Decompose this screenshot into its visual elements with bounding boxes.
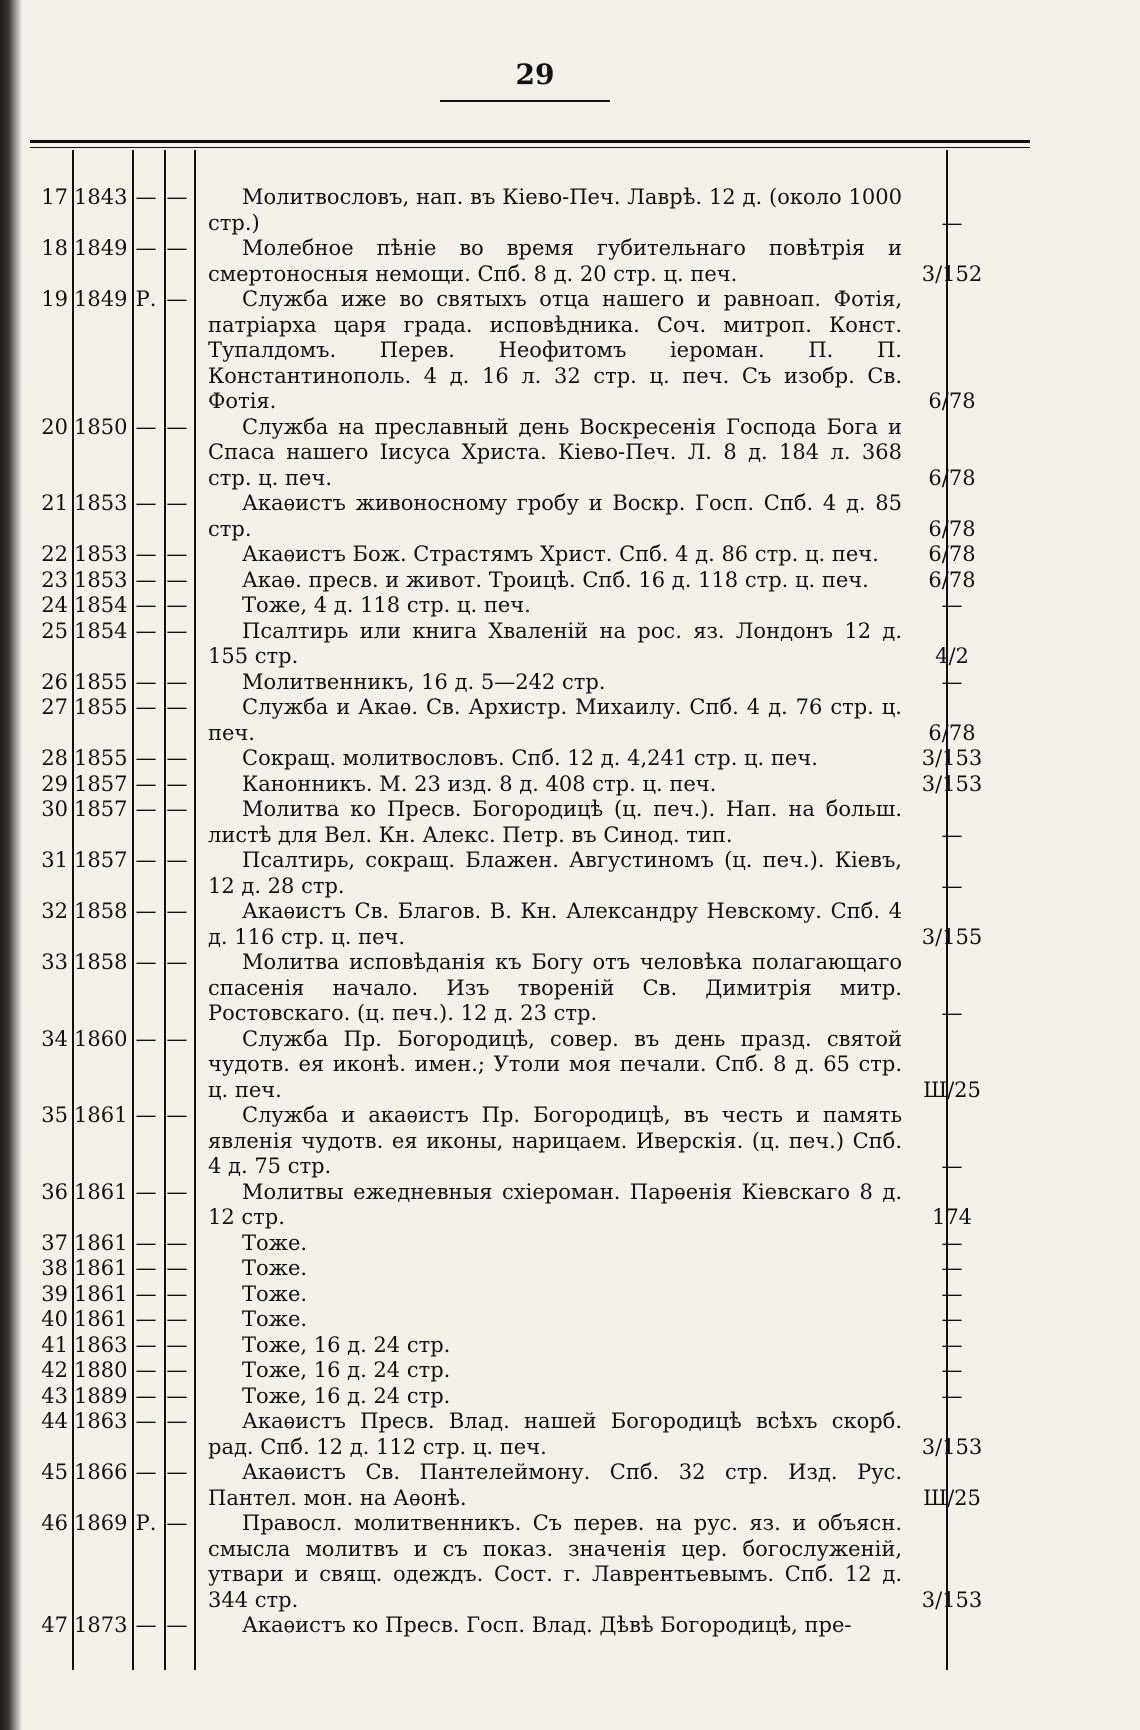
entry-mark: — bbox=[135, 1281, 157, 1306]
entry-mark-2: — bbox=[166, 899, 188, 923]
entry-year: 1861 bbox=[74, 1256, 128, 1280]
entry-title bbox=[192, 772, 902, 798]
entry-price: — bbox=[941, 1358, 963, 1382]
table-row bbox=[30, 1027, 1040, 1104]
entry-number: 19 bbox=[41, 287, 68, 311]
entry-title bbox=[192, 899, 902, 950]
entry-title bbox=[192, 1180, 902, 1231]
table-row bbox=[30, 848, 1040, 899]
entry-price: — bbox=[941, 1154, 963, 1178]
table-row bbox=[30, 772, 1040, 798]
table-row bbox=[30, 670, 1040, 696]
entry-mark: — bbox=[135, 1256, 157, 1280]
entry-title-text: Тоже, 16 д. 24 стр. bbox=[242, 1358, 451, 1382]
entry-mark-2: — bbox=[166, 542, 188, 566]
entry-number: 25 bbox=[41, 618, 68, 643]
entry-number: 32 bbox=[41, 899, 68, 923]
entry-price: 3/153 bbox=[921, 1587, 983, 1612]
entry-price: — bbox=[941, 822, 963, 847]
entry-title-text: Служба и акаѳистъ Пр. Богородицѣ, въ честь и память явленія чудотв. ея иконы, нарицаем. Иверскія. (ц. печ.) Спб. 4 д. 75 стр. bbox=[208, 1103, 902, 1178]
entry-title bbox=[192, 1613, 902, 1639]
entry-price: Ш/25 bbox=[923, 1485, 981, 1510]
entry-year: 1855 bbox=[74, 746, 128, 770]
entry-mark: — bbox=[135, 1358, 157, 1382]
entry-title-text: Акаѳистъ живоносному гробу и Воскр. Госп. Спб. 4 д. 85 стр. bbox=[208, 491, 902, 541]
entry-mark-2: — bbox=[166, 1307, 188, 1331]
entry-year: 1858 bbox=[74, 950, 128, 974]
entry-mark-2: — bbox=[166, 695, 188, 719]
entry-number: 36 bbox=[41, 1179, 68, 1204]
entry-year: 1855 bbox=[74, 669, 128, 694]
entry-price: — bbox=[941, 1001, 963, 1025]
entry-title bbox=[192, 236, 902, 287]
entry-number: 45 bbox=[41, 1460, 68, 1484]
entry-title-text: Псалтирь или книга Хваленій на рос. яз. Лондонъ 12 д. 155 стр. bbox=[208, 618, 902, 668]
entry-title bbox=[192, 1333, 902, 1359]
entry-mark-2: — bbox=[166, 1358, 188, 1382]
entry-title-text: Тоже, 16 д. 24 стр. bbox=[242, 1383, 451, 1408]
entry-mark: — bbox=[135, 771, 157, 796]
entry-mark: — bbox=[135, 1026, 157, 1051]
entry-mark-2: — bbox=[166, 593, 188, 617]
entry-number: 31 bbox=[41, 848, 68, 872]
table-row bbox=[30, 1358, 1040, 1384]
table-row bbox=[30, 899, 1040, 950]
entry-mark-2: — bbox=[166, 414, 188, 439]
entry-mark: — bbox=[135, 950, 157, 974]
entry-number: 40 bbox=[41, 1307, 68, 1331]
table-row bbox=[30, 1256, 1040, 1282]
entry-number: 21 bbox=[41, 491, 68, 515]
table-row bbox=[30, 1511, 1040, 1613]
entry-mark: — bbox=[135, 1383, 157, 1408]
entry-title bbox=[192, 1358, 902, 1384]
entry-title bbox=[192, 1511, 902, 1613]
entry-year: 1869 bbox=[74, 1511, 128, 1535]
entry-title-text: Молитва ко Пресв. Богородицѣ (ц. печ.). Нап. на больш. листѣ для Вел. Кн. Алекс. Петр. въ Синод. тип. bbox=[208, 797, 902, 847]
table-row bbox=[30, 1333, 1040, 1359]
entry-mark: — bbox=[135, 669, 157, 694]
entry-price: — bbox=[941, 669, 963, 694]
header-rule bbox=[30, 140, 1030, 143]
table-row bbox=[30, 1180, 1040, 1231]
entry-price: — bbox=[941, 873, 963, 898]
entry-price: 6/78 bbox=[928, 389, 976, 413]
table-row bbox=[30, 1613, 1040, 1639]
entry-title bbox=[192, 848, 902, 899]
entry-year: 1861 bbox=[74, 1230, 128, 1255]
entry-price: 6/78 bbox=[928, 516, 976, 541]
page-number-rule bbox=[440, 100, 610, 102]
entry-mark: — bbox=[135, 848, 157, 872]
entry-title bbox=[192, 1409, 902, 1460]
entry-title-text: Акаѳистъ Св. Благов. В. Кн. Александру Невскому. Спб. 4 д. 116 стр. ц. печ. bbox=[208, 899, 902, 949]
entry-title bbox=[192, 619, 902, 670]
entry-year: 1854 bbox=[74, 593, 128, 617]
entry-title-text: Молитвы ежедневныя схіероман. Парѳенія Кіевскаго 8 д. 12 стр. bbox=[208, 1179, 902, 1229]
entry-mark-2: — bbox=[166, 567, 188, 592]
entry-number: 38 bbox=[41, 1256, 68, 1280]
entry-title bbox=[192, 542, 902, 568]
entry-mark-2: — bbox=[166, 1409, 188, 1433]
entry-title-text: Акаѳ. пресв. и живот. Троицѣ. Спб. 16 д. 118 стр. ц. печ. bbox=[242, 567, 869, 592]
entry-number: 46 bbox=[41, 1511, 68, 1535]
entry-title-text: Тоже. bbox=[242, 1307, 308, 1331]
entry-year: 1849 bbox=[74, 287, 128, 311]
entry-year: 1861 bbox=[74, 1307, 128, 1331]
entry-price: 3/153 bbox=[921, 1434, 983, 1459]
entry-mark: — bbox=[135, 1460, 157, 1484]
entry-price: — bbox=[941, 1230, 963, 1255]
entry-price: 4/2 bbox=[935, 644, 969, 668]
entry-mark: — bbox=[135, 1409, 157, 1433]
entry-title bbox=[192, 415, 902, 492]
entry-price: 3/153 bbox=[921, 746, 983, 770]
entry-year: 1857 bbox=[74, 848, 128, 872]
entry-title bbox=[192, 1384, 902, 1410]
entry-mark: Р. bbox=[135, 287, 157, 311]
entry-number: 47 bbox=[41, 1613, 68, 1637]
entry-title bbox=[192, 1307, 902, 1333]
entry-number: 34 bbox=[41, 1026, 68, 1051]
entry-title-text: Акаѳистъ Пресв. Влад. нашей Богородицѣ всѣхъ скорб. рад. Спб. 12 д. 112 стр. ц. печ. bbox=[208, 1409, 902, 1459]
entry-year: 1849 bbox=[74, 236, 128, 260]
entry-number: 20 bbox=[41, 414, 68, 439]
entry-title-text: Молитвенникъ, 16 д. 5—242 стр. bbox=[242, 669, 606, 694]
entry-title-text: Молитва исповѣданія къ Богу отъ человѣка полагающаго спасенія начало. Изъ твореній Св. Димитрія митр. Ростовскаго. (ц. печ.). 12 д. 23 стр. bbox=[208, 950, 902, 1025]
table-row bbox=[30, 1307, 1040, 1333]
entry-mark: — bbox=[135, 1179, 157, 1204]
table-row bbox=[30, 1282, 1040, 1308]
table-row bbox=[30, 568, 1040, 594]
entry-mark: — bbox=[135, 491, 157, 515]
table-row bbox=[30, 236, 1040, 287]
table-row bbox=[30, 695, 1040, 746]
table-row bbox=[30, 746, 1040, 772]
table-row bbox=[30, 593, 1040, 619]
entry-year: 1889 bbox=[74, 1383, 128, 1408]
entry-number: 22 bbox=[41, 542, 68, 566]
entry-price: — bbox=[941, 210, 963, 235]
entry-year: 1857 bbox=[74, 771, 128, 796]
entry-title bbox=[192, 1103, 902, 1180]
entry-price: — bbox=[941, 1307, 963, 1331]
entry-number: 37 bbox=[41, 1230, 68, 1255]
table-row bbox=[30, 542, 1040, 568]
entry-title-text: Тоже, 16 д. 24 стр. bbox=[242, 1332, 451, 1357]
entry-title-text: Тоже. bbox=[242, 1281, 308, 1306]
table-row bbox=[30, 491, 1040, 542]
entry-mark: — bbox=[135, 1613, 157, 1637]
entry-year: 1873 bbox=[74, 1613, 128, 1637]
entry-number: 33 bbox=[41, 950, 68, 974]
entry-mark: — bbox=[135, 1103, 157, 1127]
catalog-table bbox=[30, 185, 1040, 1639]
entry-number: 26 bbox=[41, 669, 68, 694]
entry-mark: — bbox=[135, 185, 157, 209]
table-row bbox=[30, 797, 1040, 848]
entry-number: 17 bbox=[41, 185, 68, 209]
entry-number: 41 bbox=[41, 1332, 68, 1357]
entry-mark-2: — bbox=[166, 236, 188, 260]
entry-mark-2: — bbox=[166, 1281, 188, 1306]
entry-title bbox=[192, 695, 902, 746]
entry-mark: — bbox=[135, 1230, 157, 1255]
entry-mark: — bbox=[135, 414, 157, 439]
table-row bbox=[30, 1103, 1040, 1180]
entry-number: 24 bbox=[41, 593, 68, 617]
entry-mark: — bbox=[135, 236, 157, 260]
entry-year: 1863 bbox=[74, 1409, 128, 1433]
entry-title-text: Канонникъ. М. 23 изд. 8 д. 408 стр. ц. печ. bbox=[242, 771, 717, 796]
entry-number: 30 bbox=[41, 797, 68, 821]
entry-year: 1853 bbox=[74, 567, 128, 592]
entry-mark-2: — bbox=[166, 287, 188, 311]
entry-title-text: Служба и Акаѳ. Св. Архистр. Михаилу. Спб. 4 д. 76 стр. ц. печ. bbox=[208, 695, 902, 745]
entry-title-text: Тоже. bbox=[242, 1230, 308, 1255]
entry-price: 6/78 bbox=[928, 542, 976, 566]
entry-mark-2: — bbox=[166, 618, 188, 643]
entry-number: 18 bbox=[41, 236, 68, 260]
entry-mark: — bbox=[135, 797, 157, 821]
table-row bbox=[30, 619, 1040, 670]
entry-title bbox=[192, 950, 902, 1027]
entry-title-text: Молебное пѣніе во время губительнаго повѣтрія и смертоносныя немощи. Спб. 8 д. 20 стр. ц. печ. bbox=[208, 236, 902, 286]
entry-year: 1880 bbox=[74, 1358, 128, 1382]
entry-mark: — bbox=[135, 542, 157, 566]
entry-title-text: Служба иже во святыхъ отца нашего и равноап. Фотія, патріарха царя града. исповѣдника. Соч. митроп. Конст. Тупалдомъ. Перев. Неофитомъ іероман. П. П. Константинополь. 4 д. 16 л. 32 стр. ц. печ. Съ изобр. Св. Фотія. bbox=[208, 287, 902, 413]
entry-mark-2: — bbox=[166, 1511, 188, 1535]
entry-year: 1857 bbox=[74, 797, 128, 821]
entry-title bbox=[192, 185, 902, 236]
entry-number: 44 bbox=[41, 1409, 68, 1433]
entry-mark-2: — bbox=[166, 771, 188, 796]
page-number: 29 bbox=[515, 58, 555, 91]
scan-edge bbox=[0, 0, 22, 1730]
table-row bbox=[30, 185, 1040, 236]
entry-mark-2: — bbox=[166, 1103, 188, 1127]
entry-mark-2: — bbox=[166, 669, 188, 694]
entry-year: 1855 bbox=[74, 695, 128, 719]
entry-mark-2: — bbox=[166, 1256, 188, 1280]
entry-price: — bbox=[941, 593, 963, 617]
entry-mark: — bbox=[135, 593, 157, 617]
entry-year: 1850 bbox=[74, 414, 128, 439]
entry-title bbox=[192, 1460, 902, 1511]
entry-mark-2: — bbox=[166, 848, 188, 872]
entry-year: 1843 bbox=[74, 185, 128, 209]
entry-number: 29 bbox=[41, 771, 68, 796]
entry-mark: Р. bbox=[135, 1511, 157, 1535]
entry-price: 3/153 bbox=[921, 771, 983, 796]
entry-price: 3/152 bbox=[921, 261, 983, 286]
entry-price: 6/78 bbox=[928, 567, 976, 592]
entry-price: Ш/25 bbox=[923, 1077, 981, 1102]
entry-title bbox=[192, 1282, 902, 1308]
entry-year: 1853 bbox=[74, 491, 128, 515]
entry-mark: — bbox=[135, 746, 157, 770]
entry-title-text: Сокращ. молитвословъ. Спб. 12 д. 4,241 стр. ц. печ. bbox=[242, 746, 818, 770]
entry-price: 6/78 bbox=[928, 720, 976, 745]
header-rule-thin bbox=[30, 147, 1030, 148]
entry-mark: — bbox=[135, 1332, 157, 1357]
entry-mark-2: — bbox=[166, 1613, 188, 1637]
entry-number: 23 bbox=[41, 567, 68, 592]
entry-mark-2: — bbox=[166, 746, 188, 770]
entry-title-text: Тоже. bbox=[242, 1256, 308, 1280]
entry-number: 28 bbox=[41, 746, 68, 770]
entry-mark: — bbox=[135, 899, 157, 923]
entry-title-text: Молитвословъ, нап. въ Кіево-Печ. Лаврѣ. 12 д. (около 1000 стр.) bbox=[208, 185, 902, 235]
entry-mark-2: — bbox=[166, 1026, 188, 1051]
entry-price: — bbox=[941, 1281, 963, 1306]
entry-title-text: Правосл. молитвенникъ. Съ перев. на рус. яз. и объясн. смысла молитвъ и съ показ. значенія цер. богослуженій, утвари и свящ. одеждъ. Сост. г. Лаврентьевымъ. Спб. 12 д. 344 стр. bbox=[208, 1511, 902, 1612]
entry-mark-2: — bbox=[166, 950, 188, 974]
entry-mark: — bbox=[135, 618, 157, 643]
entry-title bbox=[192, 1231, 902, 1257]
entry-price: 174 bbox=[931, 1205, 973, 1229]
entry-number: 43 bbox=[41, 1383, 68, 1408]
entry-mark-2: — bbox=[166, 1383, 188, 1408]
entry-year: 1858 bbox=[74, 899, 128, 923]
entry-title-text: Тоже, 4 д. 118 стр. ц. печ. bbox=[242, 593, 531, 617]
entry-number: 42 bbox=[41, 1358, 68, 1382]
entry-price: 6/78 bbox=[928, 465, 976, 490]
entry-number: 27 bbox=[41, 695, 68, 719]
table-row bbox=[30, 287, 1040, 415]
entry-year: 1863 bbox=[74, 1332, 128, 1357]
entry-mark-2: — bbox=[166, 1460, 188, 1484]
entry-year: 1854 bbox=[74, 618, 128, 643]
entry-year: 1866 bbox=[74, 1460, 128, 1484]
entry-title bbox=[192, 670, 902, 696]
entry-title-text: Акаѳистъ Св. Пантелеймону. Спб. 32 стр. Изд. Рус. Пантел. мон. на Аѳонѣ. bbox=[208, 1460, 902, 1510]
entry-title bbox=[192, 1256, 902, 1282]
entry-mark-2: — bbox=[166, 1179, 188, 1204]
entry-mark: — bbox=[135, 1307, 157, 1331]
table-row bbox=[30, 1384, 1040, 1410]
entry-mark-2: — bbox=[166, 185, 188, 209]
entry-mark: — bbox=[135, 695, 157, 719]
entry-year: 1853 bbox=[74, 542, 128, 566]
entry-title-text: Акаѳистъ Бож. Страстямъ Христ. Спб. 4 д. 86 стр. ц. печ. bbox=[242, 542, 879, 566]
table-row bbox=[30, 1460, 1040, 1511]
table-row bbox=[30, 950, 1040, 1027]
entry-year: 1861 bbox=[74, 1281, 128, 1306]
entry-price: 3/155 bbox=[921, 924, 983, 949]
entry-year: 1860 bbox=[74, 1026, 128, 1051]
entry-title bbox=[192, 491, 902, 542]
entry-mark-2: — bbox=[166, 491, 188, 515]
entry-title-text: Служба Пр. Богородицѣ, совер. въ день празд. святой чудотв. ея иконѣ. имен.; Утоли моя печали. Спб. 8 д. 65 стр. ц. печ. bbox=[208, 1026, 902, 1102]
entry-mark-2: — bbox=[166, 1332, 188, 1357]
table-row bbox=[30, 415, 1040, 492]
entry-price: — bbox=[941, 1256, 963, 1280]
entry-title bbox=[192, 568, 902, 594]
entry-year: 1861 bbox=[74, 1179, 128, 1204]
table-row bbox=[30, 1231, 1040, 1257]
entry-title bbox=[192, 797, 902, 848]
entry-number: 35 bbox=[41, 1103, 68, 1127]
entry-title bbox=[192, 1027, 902, 1104]
entry-year: 1861 bbox=[74, 1103, 128, 1127]
entry-price: — bbox=[941, 1383, 963, 1408]
entry-mark-2: — bbox=[166, 797, 188, 821]
entry-title bbox=[192, 287, 902, 415]
entry-title-text: Акаѳистъ ко Пресв. Госп. Влад. Дѣвѣ Богородицѣ, пре- bbox=[242, 1613, 852, 1637]
entry-number: 39 bbox=[41, 1281, 68, 1306]
entry-title bbox=[192, 746, 902, 772]
entry-mark: — bbox=[135, 567, 157, 592]
entry-price: — bbox=[941, 1332, 963, 1357]
table-row bbox=[30, 1409, 1040, 1460]
entry-title-text: Псалтирь, сокращ. Блажен. Августиномъ (ц. печ.). Кіевъ, 12 д. 28 стр. bbox=[208, 848, 902, 898]
entry-title bbox=[192, 593, 902, 619]
entry-mark-2: — bbox=[166, 1230, 188, 1255]
entry-title-text: Служба на преславный день Воскресенія Господа Бога и Спаса нашего Іисуса Христа. Кіево-Печ. Л. 8 д. 184 л. 368 стр. ц. печ. bbox=[208, 414, 902, 490]
